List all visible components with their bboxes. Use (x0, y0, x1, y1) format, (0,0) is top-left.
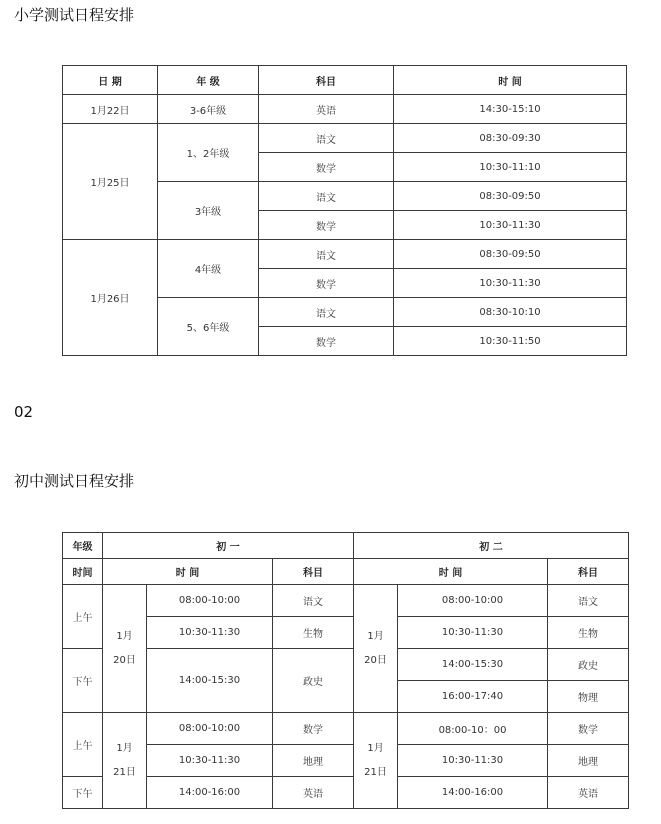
time-cell: 14:00-15:30 (147, 649, 273, 713)
subject-cell: 语文 (548, 585, 629, 617)
section-number: 02 (14, 403, 34, 421)
date-cell (103, 585, 147, 713)
header-subject: 科目 (259, 66, 394, 95)
period-cell-afternoon: 下午 (63, 649, 103, 713)
time-cell: 08:30-09:30 (394, 124, 627, 153)
subject-cell: 语文 (273, 585, 354, 617)
time-cell: 10:30-11:30 (147, 617, 273, 649)
date-month: 1月 (367, 630, 384, 642)
table-row (63, 124, 627, 153)
grade-cell: 4年级 (158, 240, 259, 298)
date-cell: 1月25日 (63, 124, 158, 240)
time-cell: 14:00-16:00 (147, 777, 273, 809)
date-cell: 1月22日 (63, 95, 158, 124)
subject-cell: 数学 (548, 713, 629, 745)
time-cell: 16:00-17:40 (398, 681, 548, 713)
header-subject-grade-2: 科目 (548, 559, 629, 585)
header-subject-grade-1: 科目 (273, 559, 354, 585)
primary-schedule-title: 小学测试日程安排 (14, 6, 135, 24)
subject-cell: 英语 (548, 777, 629, 809)
period-cell-morning: 上午 (63, 585, 103, 649)
subject-cell: 数学 (259, 327, 394, 356)
table-header-row (63, 533, 629, 559)
table-row (63, 713, 629, 745)
period-cell-afternoon: 下午 (63, 777, 103, 809)
time-cell: 14:00-16:00 (398, 777, 548, 809)
subject-cell: 政史 (273, 649, 354, 713)
table-row (63, 95, 627, 124)
date-cell: 1月26日 (63, 240, 158, 356)
grade-cell: 3年级 (158, 182, 259, 240)
subject-cell: 英语 (259, 95, 394, 124)
subject-cell: 生物 (548, 617, 629, 649)
subject-cell: 生物 (273, 617, 354, 649)
header-grade: 年级 (63, 533, 103, 559)
header-time: 时 间 (394, 66, 627, 95)
header-time-label: 时间 (63, 559, 103, 585)
date-day: 20日 (364, 654, 387, 666)
table-row (63, 777, 629, 809)
subject-cell: 数学 (259, 269, 394, 298)
table-row (63, 745, 629, 777)
time-cell: 10:30-11:30 (394, 269, 627, 298)
subject-cell: 地理 (548, 745, 629, 777)
middle-schedule-table (62, 532, 629, 809)
subject-cell: 英语 (273, 777, 354, 809)
period-cell-morning: 上午 (63, 713, 103, 777)
time-cell: 08:00-10:00 (147, 585, 273, 617)
subject-cell: 语文 (259, 182, 394, 211)
date-month: 1月 (367, 742, 384, 754)
header-time-grade-2: 时 间 (354, 559, 548, 585)
time-cell: 08:30-09:50 (394, 182, 627, 211)
time-cell: 10:30-11:30 (394, 211, 627, 240)
date-day: 21日 (364, 766, 387, 778)
time-cell: 10:30-11:50 (394, 327, 627, 356)
subject-cell: 语文 (259, 240, 394, 269)
subject-cell: 数学 (273, 713, 354, 745)
time-cell: 08:00-10:00 (147, 713, 273, 745)
table-row (63, 585, 629, 617)
time-cell: 10:30-11:30 (398, 617, 548, 649)
header-time-grade-1: 时 间 (103, 559, 273, 585)
subject-cell: 语文 (259, 124, 394, 153)
subject-cell: 政史 (548, 649, 629, 681)
subject-cell: 语文 (259, 298, 394, 327)
subject-cell: 物理 (548, 681, 629, 713)
subject-cell: 数学 (259, 211, 394, 240)
date-cell (103, 713, 147, 809)
time-cell: 10:30-11:10 (394, 153, 627, 182)
date-cell (354, 585, 398, 713)
header-grade-2: 初 二 (354, 533, 629, 559)
table-header-row (63, 66, 627, 95)
subject-cell: 数学 (259, 153, 394, 182)
table-row (63, 617, 629, 649)
grade-cell: 1、2年级 (158, 124, 259, 182)
time-cell: 08:30-10:10 (394, 298, 627, 327)
date-month: 1月 (116, 742, 133, 754)
time-cell: 08:30-09:50 (394, 240, 627, 269)
time-cell: 08:00-10:00 (398, 585, 548, 617)
table-row (63, 240, 627, 269)
middle-schedule-title: 初中测试日程安排 (14, 472, 135, 490)
date-day: 21日 (113, 766, 136, 778)
time-cell: 14:30-15:10 (394, 95, 627, 124)
header-date: 日 期 (63, 66, 158, 95)
date-cell (354, 713, 398, 809)
table-subheader-row (63, 559, 629, 585)
date-day: 20日 (113, 654, 136, 666)
header-grade: 年 级 (158, 66, 259, 95)
time-cell: 08:00-10：00 (398, 713, 548, 745)
subject-cell: 地理 (273, 745, 354, 777)
table-row (63, 649, 629, 681)
time-cell: 10:30-11:30 (147, 745, 273, 777)
grade-cell: 3-6年级 (158, 95, 259, 124)
time-cell: 10:30-11:30 (398, 745, 548, 777)
grade-cell: 5、6年级 (158, 298, 259, 356)
primary-schedule-table (62, 65, 627, 356)
header-grade-1: 初 一 (103, 533, 354, 559)
date-month: 1月 (116, 630, 133, 642)
time-cell: 14:00-15:30 (398, 649, 548, 681)
